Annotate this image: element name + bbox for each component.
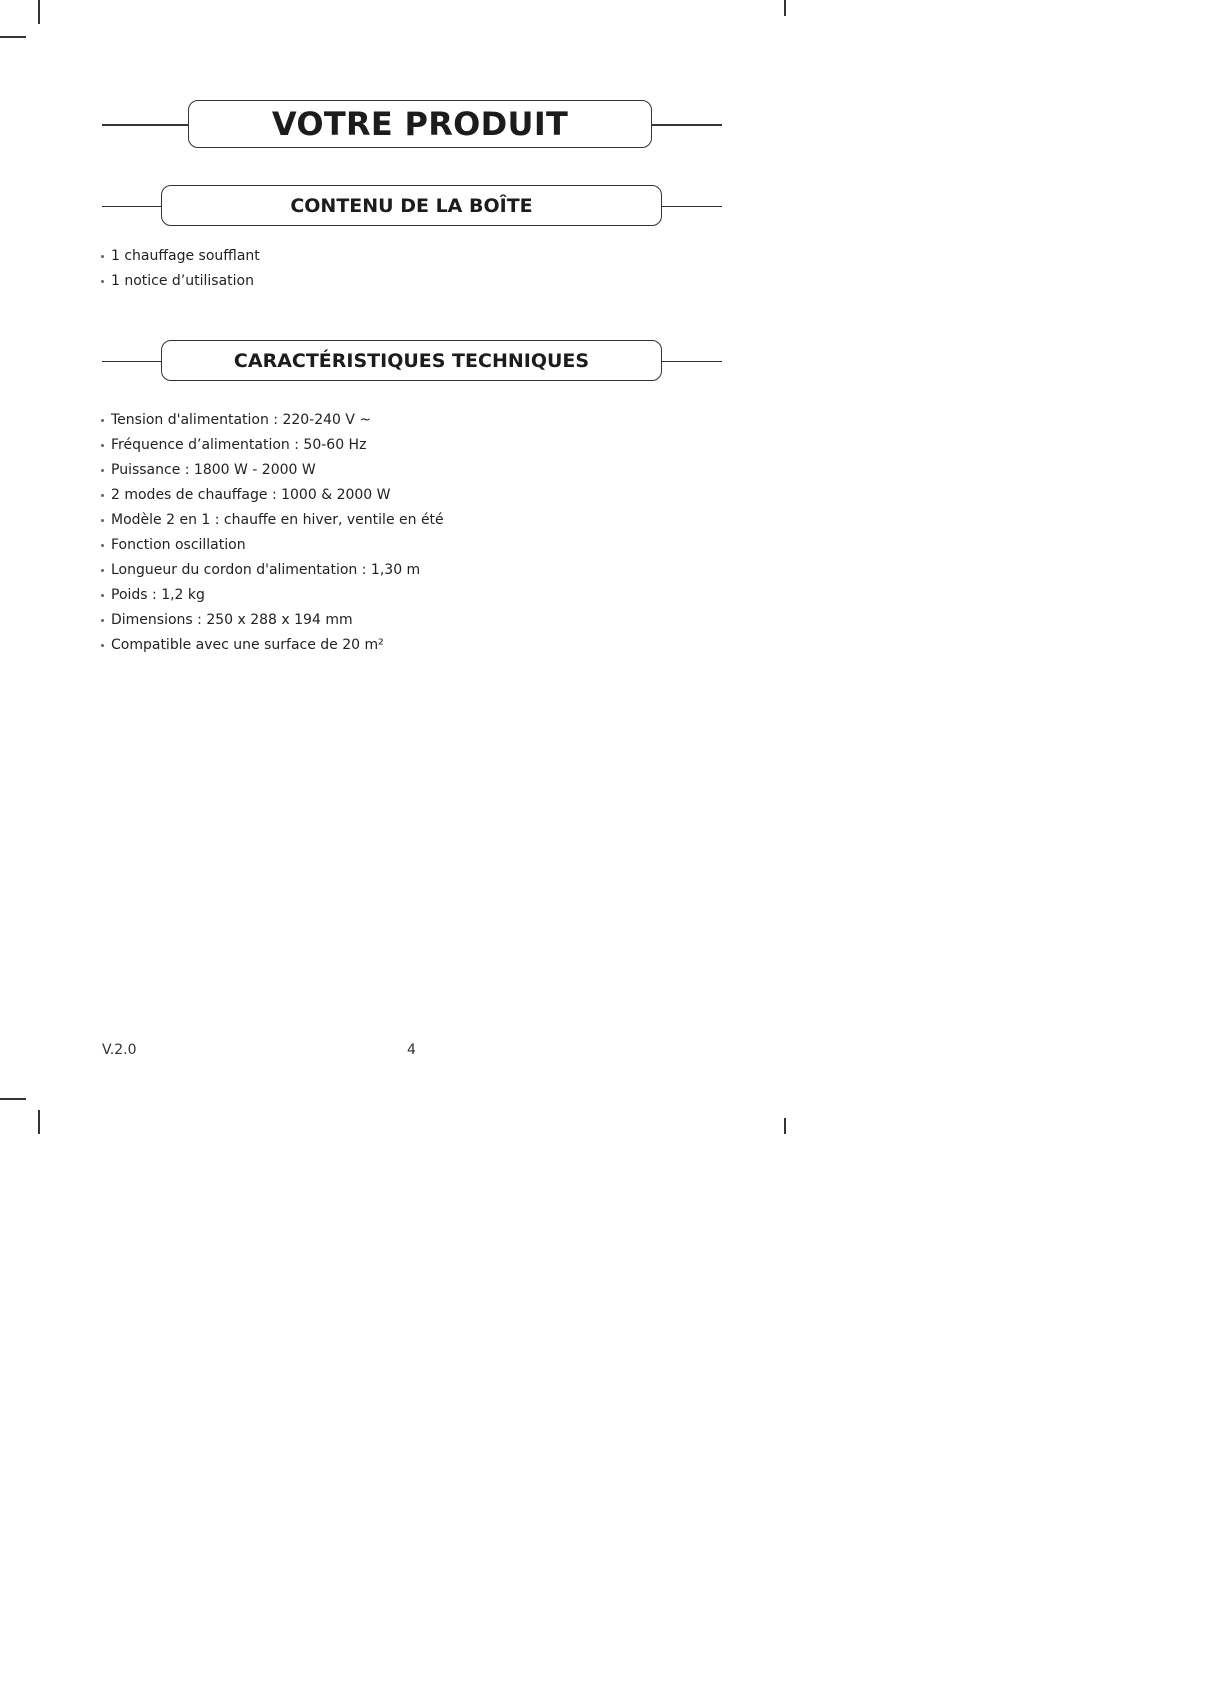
main-title-banner [102, 100, 722, 148]
bullet-icon [101, 419, 104, 422]
box-contents-heading: CONTENU DE LA BOÎTE [161, 185, 662, 226]
bullet-icon [101, 444, 104, 447]
list-item: Compatible avec une surface de 20 m² [101, 633, 701, 658]
list-item: 2 modes de chauffage : 1000 & 2000 W [101, 483, 701, 508]
bullet-icon [101, 280, 104, 283]
bullet-icon [101, 544, 104, 547]
list-item: 1 notice d’utilisation [101, 269, 701, 294]
crop-mark [38, 1110, 40, 1134]
specs-banner [102, 340, 722, 381]
bullet-icon [101, 644, 104, 647]
bullet-icon [101, 469, 104, 472]
list-item: Poids : 1,2 kg [101, 583, 701, 608]
page-number: 4 [407, 1042, 416, 1058]
list-item: Dimensions : 250 x 288 x 194 mm [101, 608, 701, 633]
list-item: Fréquence d’alimentation : 50-60 Hz [101, 433, 701, 458]
bullet-icon [101, 494, 104, 497]
specs-list [101, 408, 701, 658]
bullet-icon [101, 569, 104, 572]
bullet-icon [101, 594, 104, 597]
box-contents-banner [102, 185, 722, 226]
crop-mark [0, 36, 26, 38]
list-item: Longueur du cordon d'alimentation : 1,30 m [101, 558, 701, 583]
box-contents-list [101, 244, 701, 294]
page-title: VOTRE PRODUIT [188, 100, 652, 148]
list-item: Modèle 2 en 1 : chauffe en hiver, ventile en été [101, 508, 701, 533]
crop-mark [38, 0, 40, 24]
version-label: V.2.0 [102, 1042, 137, 1058]
list-item: Tension d'alimentation : 220-240 V ~ [101, 408, 701, 433]
list-item: Puissance : 1800 W - 2000 W [101, 458, 701, 483]
crop-mark [0, 1098, 26, 1100]
crop-mark [784, 0, 786, 16]
list-item: Fonction oscillation [101, 533, 701, 558]
crop-mark [784, 1118, 786, 1134]
specs-heading: CARACTÉRISTIQUES TECHNIQUES [161, 340, 662, 381]
bullet-icon [101, 519, 104, 522]
bullet-icon [101, 255, 104, 258]
bullet-icon [101, 619, 104, 622]
list-item: 1 chauffage soufflant [101, 244, 701, 269]
